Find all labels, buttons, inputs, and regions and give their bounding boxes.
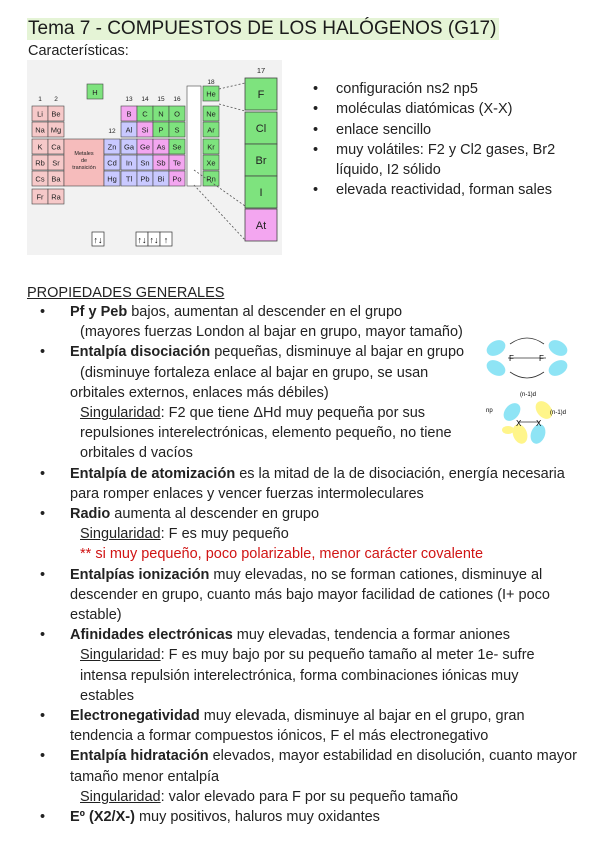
electron-arrows: ↑↓	[137, 235, 147, 245]
table-label: Metales	[74, 151, 94, 157]
element-symbol: He	[206, 89, 216, 99]
table-label: 12	[108, 128, 116, 135]
property-item: • Afinidades electrónicas muy elevadas, tendencia a formar aniones	[40, 627, 511, 644]
property-text: elevados, mayor estabilidad en disolución, cuanto mayor tamaño menor entalpía	[70, 748, 577, 785]
property-text: bajos, aumentan al descender en el grupo	[127, 304, 403, 320]
table-label: 18	[207, 79, 215, 86]
table-label: transición	[72, 165, 96, 171]
singularity-cont: orbitales d vacíos	[80, 445, 193, 462]
element-symbol: P	[158, 125, 164, 135]
table-label: 1	[38, 96, 42, 103]
halogen-symbol: Br	[255, 155, 267, 167]
svg-text:np: np	[486, 408, 493, 414]
property-sub: (mayores fuerzas London al bajar en grupo, mayor tamaño)	[80, 324, 463, 341]
warning-note: ** si muy pequeño, poco polarizable, menor carácter covalente	[80, 546, 484, 563]
element-symbol: Sb	[156, 158, 166, 168]
element-symbol: Zn	[107, 142, 117, 152]
characteristic-item: • elevada reactividad, forman sales	[313, 180, 583, 200]
dx-orbital-icon	[486, 392, 566, 446]
property-term: Eº (X2/X-)	[70, 809, 135, 826]
property-text: muy elevada, disminuye al bajar en el grupo, gran tendencia a formar compuestos iónicos, F el más electronegativo	[70, 708, 525, 745]
section-title: PROPIEDADES GENERALES	[27, 285, 225, 301]
svg-text:X: X	[516, 419, 522, 428]
element-symbol: Ca	[51, 142, 61, 152]
property-text: muy elevadas, tendencia a formar aniones	[232, 627, 511, 644]
property-item: • Electronegatividad muy elevada, disminuye al bajar en el grupo, gran tendencia a formar compuestos iónicos, F el más electronegativo	[40, 708, 525, 745]
electron-arrows: ↑↓	[93, 235, 103, 245]
element-symbol: Ne	[206, 109, 216, 119]
property-sub: orbitales externos, enlaces más débiles)	[70, 384, 329, 401]
element-symbol: Ra	[51, 192, 61, 202]
table-label: de	[80, 158, 88, 164]
property-term: Entalpías ionización	[70, 566, 210, 583]
svg-text:(n-1)d: (n-1)d	[550, 410, 567, 416]
element-symbol: O	[174, 109, 180, 119]
element-symbol: Rn	[206, 174, 216, 184]
property-item: • Entalpías ionización muy elevadas, no se forman cationes, disminuye al descender en grupo, cuanto más bajo mayor facilidad de cationes (I+ poco estable)	[40, 566, 551, 624]
table-label: 14	[141, 96, 149, 103]
svg-text:F: F	[509, 354, 514, 363]
element-symbol: Ge	[139, 142, 151, 152]
halogen-symbol: I	[259, 187, 263, 199]
element-symbol: Cs	[35, 174, 45, 184]
halogen-symbol: F	[257, 89, 265, 101]
electron-arrows: ↑	[163, 235, 169, 245]
table-label: 16	[173, 96, 181, 103]
property-term: Entalpía de atomización	[70, 465, 236, 482]
svg-text:X: X	[536, 419, 542, 428]
element-symbol: S	[174, 125, 180, 135]
element-symbol: In	[125, 158, 133, 168]
characteristic-item: • enlace sencillo	[313, 120, 583, 140]
property-item: • Pf y Peb bajos, aumentan al descender en el grupo	[40, 304, 403, 320]
element-symbol: Ba	[51, 174, 61, 184]
singularity: Singularidad: F es muy bajo por su pequeño tamaño al meter 1e- sufre intensa repulsión interelectrónica, forma combinaciones iónicas muy estables	[80, 647, 535, 704]
subtitle: Características:	[28, 43, 129, 59]
table-label: 13	[125, 96, 133, 103]
svg-text:F: F	[539, 354, 544, 363]
orbital-diagram	[482, 330, 572, 450]
element-symbol: N	[158, 109, 164, 119]
property-item: • Radio aumenta al descender en grupo	[40, 506, 320, 523]
f2-orbital-icon	[484, 337, 570, 379]
property-item: • Eº (X2/X-) muy positivos, haluros muy oxidantes	[40, 809, 380, 826]
table-label: 15	[157, 96, 165, 103]
element-symbol: K	[37, 142, 43, 152]
property-text: muy elevadas, no se forman cationes, disminuye al descender en grupo, cuanto más bajo mayor facilidad de cationes (I+ poco estable)	[70, 566, 551, 624]
property-term: Pf y Peb	[70, 304, 128, 320]
element-symbol: Se	[172, 142, 182, 152]
property-term: Afinidades electrónicas	[70, 627, 233, 644]
element-symbol: C	[142, 109, 148, 119]
characteristic-item: • muy volátiles: F2 y Cl2 gases, Br2 líquido, I2 sólido	[313, 140, 583, 181]
property-text: muy positivos, haluros muy oxidantes	[134, 809, 380, 826]
element-symbol: Cd	[107, 158, 117, 168]
element-symbol: Pb	[140, 174, 150, 184]
halogen-symbol: Cl	[255, 123, 267, 135]
element-symbol: Hg	[107, 174, 117, 184]
element-symbol: H	[92, 88, 98, 97]
element-symbol: Li	[37, 109, 43, 119]
characteristic-item: • moléculas diatómicas (X-X)	[313, 99, 583, 119]
table-label: 17	[256, 66, 266, 75]
svg-text:(n-1)d: (n-1)d	[520, 392, 537, 398]
property-text: es la mitad de la de disociación, energía necesaria para romper enlaces y vencer fuerzas intermoleculares	[70, 465, 565, 502]
element-symbol: Be	[51, 109, 61, 119]
characteristic-item: • configuración ns2 np5	[313, 79, 583, 99]
element-symbol: Sn	[140, 158, 150, 168]
element-symbol: Si	[141, 125, 149, 135]
singularity: Singularidad: valor elevado para F por su pequeño tamaño	[80, 788, 459, 805]
property-text: aumenta al descender en grupo	[110, 506, 320, 523]
element-symbol: Sr	[52, 158, 60, 168]
element-symbol: Po	[172, 174, 182, 184]
element-symbol: Bi	[157, 174, 165, 184]
property-term: Radio	[70, 506, 111, 523]
singularity: Singularidad: F2 que tiene ΔHd muy pequeña por sus	[80, 405, 426, 422]
characteristics-list	[313, 79, 583, 201]
element-symbol: Te	[173, 158, 181, 168]
property-item: • Entalpía hidratación elevados, mayor estabilidad en disolución, cuanto mayor tamaño menor entalpía	[40, 748, 577, 785]
property-term: Entalpía hidratación	[70, 748, 209, 765]
element-symbol: Tl	[125, 174, 133, 184]
group-17-column	[187, 86, 201, 186]
element-symbol: Al	[125, 125, 133, 135]
element-symbol: Xe	[206, 158, 216, 168]
page-title: Tema 7 - COMPUESTOS DE LOS HALÓGENOS (G17)	[27, 18, 499, 40]
property-sub: (disminuye fortaleza enlace al bajar en grupo, se usan	[80, 364, 429, 381]
property-term: Entalpía disociación	[70, 344, 211, 361]
element-symbol: Mg	[50, 125, 62, 135]
property-text: pequeñas, disminuye al bajar en grupo	[210, 344, 465, 361]
element-symbol: Kr	[207, 142, 215, 152]
element-symbol: Ga	[123, 142, 135, 152]
element-symbol: Rb	[35, 158, 45, 168]
electron-arrows: ↑↓	[149, 235, 159, 245]
element-symbol: Na	[35, 125, 45, 135]
element-symbol: Fr	[36, 192, 44, 202]
singularity-cont: repulsiones interelectrónicas, elemento pequeño, no tiene	[80, 425, 452, 442]
halogen-symbol: At	[255, 220, 267, 232]
singularity: Singularidad: F es muy pequeño	[80, 526, 289, 543]
property-term: Electronegatividad	[70, 708, 200, 725]
property-item: • Entalpía disociación pequeñas, disminuye al bajar en grupo	[40, 344, 465, 361]
table-label: 2	[54, 96, 58, 103]
element-symbol: B	[126, 109, 132, 119]
element-symbol: Ar	[207, 125, 215, 135]
element-symbol: As	[156, 142, 166, 152]
property-item: • Entalpía de atomización es la mitad de la de disociación, energía necesaria para romper enlaces y vencer fuerzas intermoleculares	[40, 465, 565, 502]
